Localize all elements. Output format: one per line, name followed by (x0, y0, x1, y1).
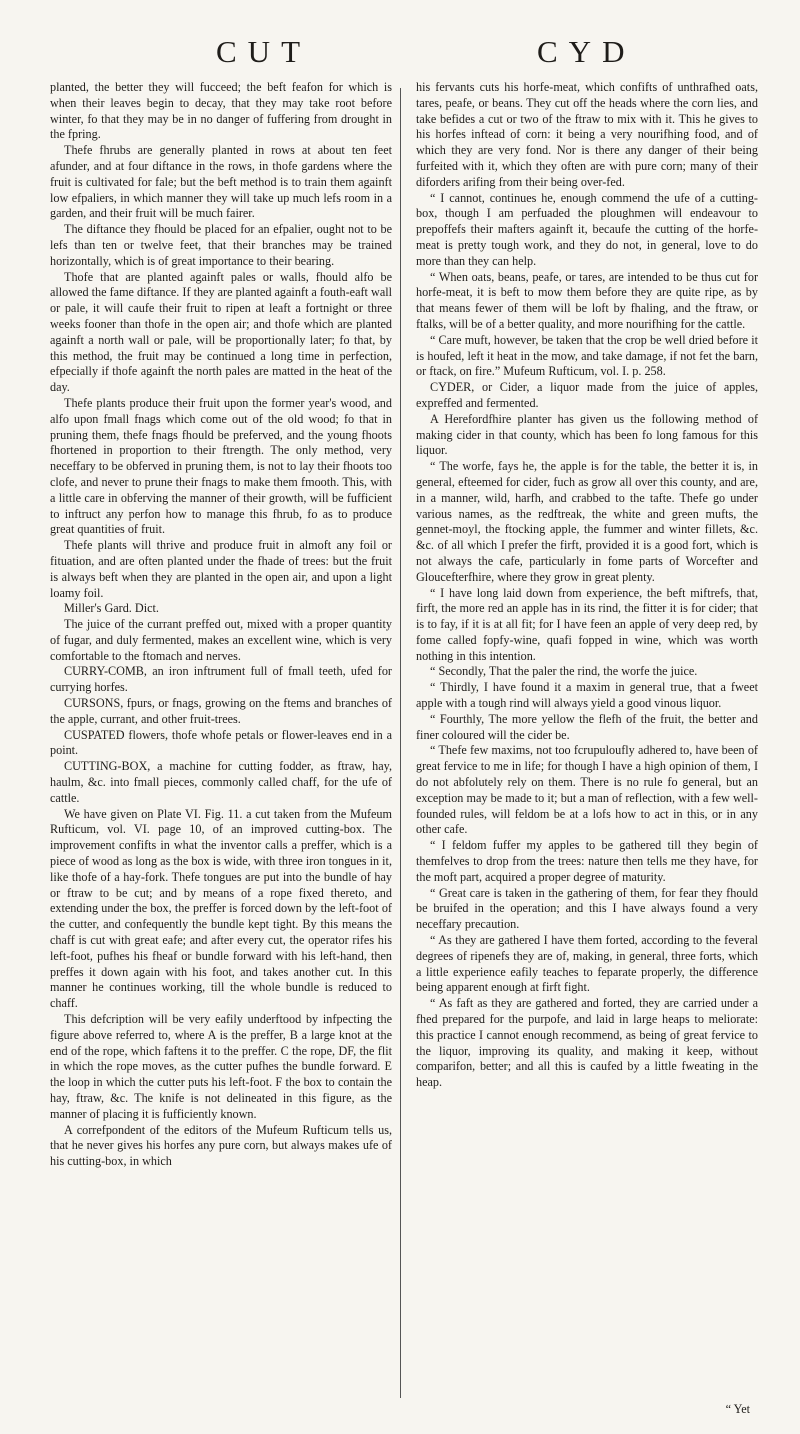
column-divider (400, 88, 401, 1398)
right-column-paragraph: “ I cannot, continues he, enough commend the ufe of a cutting-box, though I am perfuaded the ploughmen will endeavour to prepoffefs their mafters againft it, becaufe the cutting of the horfe-meat is pretty tough work, and they do not, in general, love to do more than they can help. (416, 190, 758, 268)
left-column (50, 80, 392, 1170)
left-column-paragraph: The juice of the currant preffed out, mixed with a proper quantity of fugar, and duly fermented, makes an excellent wine, which is very comfortable to the ftomach and nerves. (50, 617, 392, 663)
left-column-paragraph: Thofe that are planted againft pales or walls, fhould alfo be allowed the fame diftance. If they are planted againft a fouth-eaft wall or pale, it will caufe their fruit to ripen at leaft a fortnight or three weeks fooner than thofe in the open air; and thofe which are planted againft a north wall or pale, will be proportionally later; fo that, by this method, the fruit may be continued a long time in perfection, efpecially if thofe againft the north pales are matted in the heat of the day. (50, 269, 392, 395)
left-column-paragraph: We have given on Plate VI. Fig. 11. a cut taken from the Mufeum Rufticum, vol. VI. page 10, of an improved cutting-box. The improvement confifts in what the inventor calls a preffer, which is a piece of wood as long as the box is wide, with three iron tongues in it, like thofe of a hay-fork. Thefe tongues are put into the bundle of hay or ftraw to be cut; and by means of a rope fixed thereto, and extending under the box, the preffer is forced down by the left-foot of the cutter, and confequently the bundle kept tight. By this means the chaff is cut with great eafe; and after every cut, the operator rifes his left-foot, pufhes his fheaf or bundle forward with his left-hand, then preffes it down again with his foot, and takes another cut. In this manner he continues working, till the whole bundle is reduced to chaff. (50, 806, 392, 1011)
right-column-paragraph: “ When oats, beans, peafe, or tares, are intended to be thus cut for horfe-meat, it is beft to mow them before they are quite ripe, as by that means fewer of them will be loft by fhaling, and the ftraw, or ftalks, will be of a better quality, and more nourifhing for the cattle. (416, 269, 758, 331)
left-column-paragraph: Miller's Gard. Dict. (64, 601, 159, 616)
left-column-paragraph: planted, the better they will fucceed; the beft feafon for which is when their leaves begin to decay, that they may take root before winter, fo that they may be in no danger of fuffering from drought in the fpring. (50, 80, 392, 142)
right-column-paragraph: “ I have long laid down from experience, the beft miftrefs, that, firft, the more red an apple has in its rind, the fitter it is for cider; that is to fay, if it is at all fit; for I have feen an apple of very deep red, by fome called fopfy-wine, quafi fopped in wine, which was worth nothing in this intention. (416, 585, 758, 663)
catchword: “ Yet (725, 1402, 750, 1416)
left-column-paragraph: CUSPATED flowers, thofe whofe petals or flower-leaves end in a point. (50, 727, 392, 758)
right-column-paragraph: “ Fourthly, The more yellow the flefh of the fruit, the better and finer coloured will the cider be. (416, 711, 758, 742)
left-column-paragraph: CURRY-COMB, an iron inftrument full of fmall teeth, ufed for currying horfes. (50, 664, 392, 695)
right-column-paragraph: “ The worfe, fays he, the apple is for the table, the better it is, in general, efteemed for cider, fuch as grow all over this county, and are, in a manner, wild, harfh, and crabbed to the tafte. Thefe go under various names, as the redftreak, the white and green mufts, the gennet-moyl, the ftocking apple, the fummer and winter fillets, &c. &c. of all which I prefer the firft, provided it is a good fort, which is not always the cafe, particularly in fome parts of Worcefter and Gloucefterfhire, where they grow in great plenty. (416, 459, 758, 584)
left-column-paragraph: CUTTING-BOX, a machine for cutting fodder, as ftraw, hay, haulm, &c. into fmall pieces, commonly called chaff, for the ufe of cattle. (50, 759, 392, 805)
right-column-paragraph: “ I feldom fuffer my apples to be gathered till they begin of themfelves to drop from the trees: nature then tells me they have, for the moft part, acquired a proper degree of maturity. (416, 838, 758, 884)
left-column-paragraph: CURSONS, fpurs, or fnags, growing on the ftems and branches of the apple, currant, and other fruit-trees. (50, 696, 392, 726)
right-column-paragraph: “ Thefe few maxims, not too fcrupuloufly adhered to, have been of great fervice to me in life; for though I have a high opinion of them, I do not abfolutely rely on them. There is no rule fo general, but an exception may be made to it; but a man of reflection, with a few well-founded rules, will feldom be at a lofs how to act in this, or in any other cafe. (416, 743, 758, 837)
right-column-paragraph: “ As they are gathered I have them forted, according to the feveral degrees of ripenefs they are of, making, in general, three forts, which a little experience eafily teaches to feparate properly, the difference being apparent enough at firft fight. (416, 933, 758, 995)
right-column-paragraph: “ Care muft, however, be taken that the crop be well dried before it is houfed, left it heat in the mow, and take damage, if not fet the barn, or ftack, on fire.” Mufeum Rufticum, vol. I. p. 258. (416, 332, 758, 379)
left-column-paragraph: Thefe fhrubs are generally planted in rows at about ten feet afunder, and at four diftance in the rows, in thofe gardens where the fruit is cultivated for fale; but the beft method is to train them againft low efpaliers, in which manner they will take up much lefs room in a garden, and their fruit will be much fairer. (50, 143, 392, 221)
right-column-paragraph: “ Thirdly, I have found it a maxim in general true, that a fweet apple with a tough rind will always yield a good vinous liquor. (416, 680, 758, 711)
left-column-paragraph: A correfpondent of the editors of the Mufeum Rufticum tells us, that he never gives his horfes any pure corn, but always makes ufe of his cutting-box, in which (50, 1122, 392, 1169)
right-column-paragraph: A Herefordfhire planter has given us the following method of making cider in that county, which has been fo long famous for this liquor. (416, 411, 758, 458)
left-column-paragraph: The diftance they fhould be placed for an efpalier, ought not to be lefs than ten or twelve feet, that their branches may be trained horizontally, which is of great importance to their bearing. (50, 222, 392, 268)
right-column-paragraph: “ Secondly, That the paler the rind, the worfe the juice. (430, 664, 698, 679)
running-head-left: CUT (216, 34, 311, 69)
left-column-paragraph: Thefe plants produce their fruit upon the former year's wood, and alfo upon fmall fnags which come out of the old wood; fo that in pruning them, thefe fnags fhould be preferved, and the young fhoots fhortened in proportion to their ftrength. The only method, very neceffary to be obferved in pruning them, is not to lay their fhoots too clofe, and never to prune their fnags to make them fmooth. This, with a little care in obferving the manner of their growth, will be fufficient to inftruct any perfon how to manage this fhrub, fo as to produce great quantities of fruit. (50, 395, 392, 537)
running-head (0, 34, 800, 74)
right-column-paragraph: CYDER, or Cider, a liquor made from the juice of apples, expreffed and fermented. (416, 380, 758, 410)
right-column-paragraph: “ Great care is taken in the gathering of them, for fear they fhould be bruifed in the operation; and this I have always found a very neceffary precaution. (416, 885, 758, 932)
left-column-paragraph: This defcription will be very eafily underftood by infpecting the figure above referred to, where A is the preffer, B a large knot at the end of the rope, which faftens it to the preffer. C the rope, DF, the flit in which the rope moves, as the cutter pufhes the bundle forward. E the loop in which the cutter puts his left-foot. F the box to contain the hay, ftraw, &c. The knife is not delineated in this figure, as the manner of placing it is fufficiently known. (50, 1012, 392, 1121)
right-column-paragraph: his fervants cuts his horfe-meat, which confifts of unthrafhed oats, tares, peafe, or beans. They cut off the heads where the corn lies, and take befides a cut or two of the ftraw to mix with it. This he gives to his horfes inftead of corn: it being a very nourifhing food, and of which they are very fond. Nor is there any danger of their being furfeited with it, which they often are with pure corn; many of their diforders arifing from their being over-fed. (416, 80, 758, 189)
left-column-paragraph: Thefe plants will thrive and produce fruit in almoft any foil or fituation, and are often planted under the fhade of trees: but the fruit is always beft when they are planted in the open air, and upon a light loamy foil. (50, 538, 392, 600)
right-column (416, 80, 758, 1091)
right-column-paragraph: “ As faft as they are gathered and forted, they are carried under a fhed prepared for the purpofe, and laid in large heaps to meliorate: this practice I cannot enough recommend, as being of great fervice to the liquor, improving its quality, and making it keep, without comparifon, better; and all this is caufed by a little fweating in the heap. (416, 996, 758, 1090)
running-head-right: CYD (537, 34, 636, 69)
